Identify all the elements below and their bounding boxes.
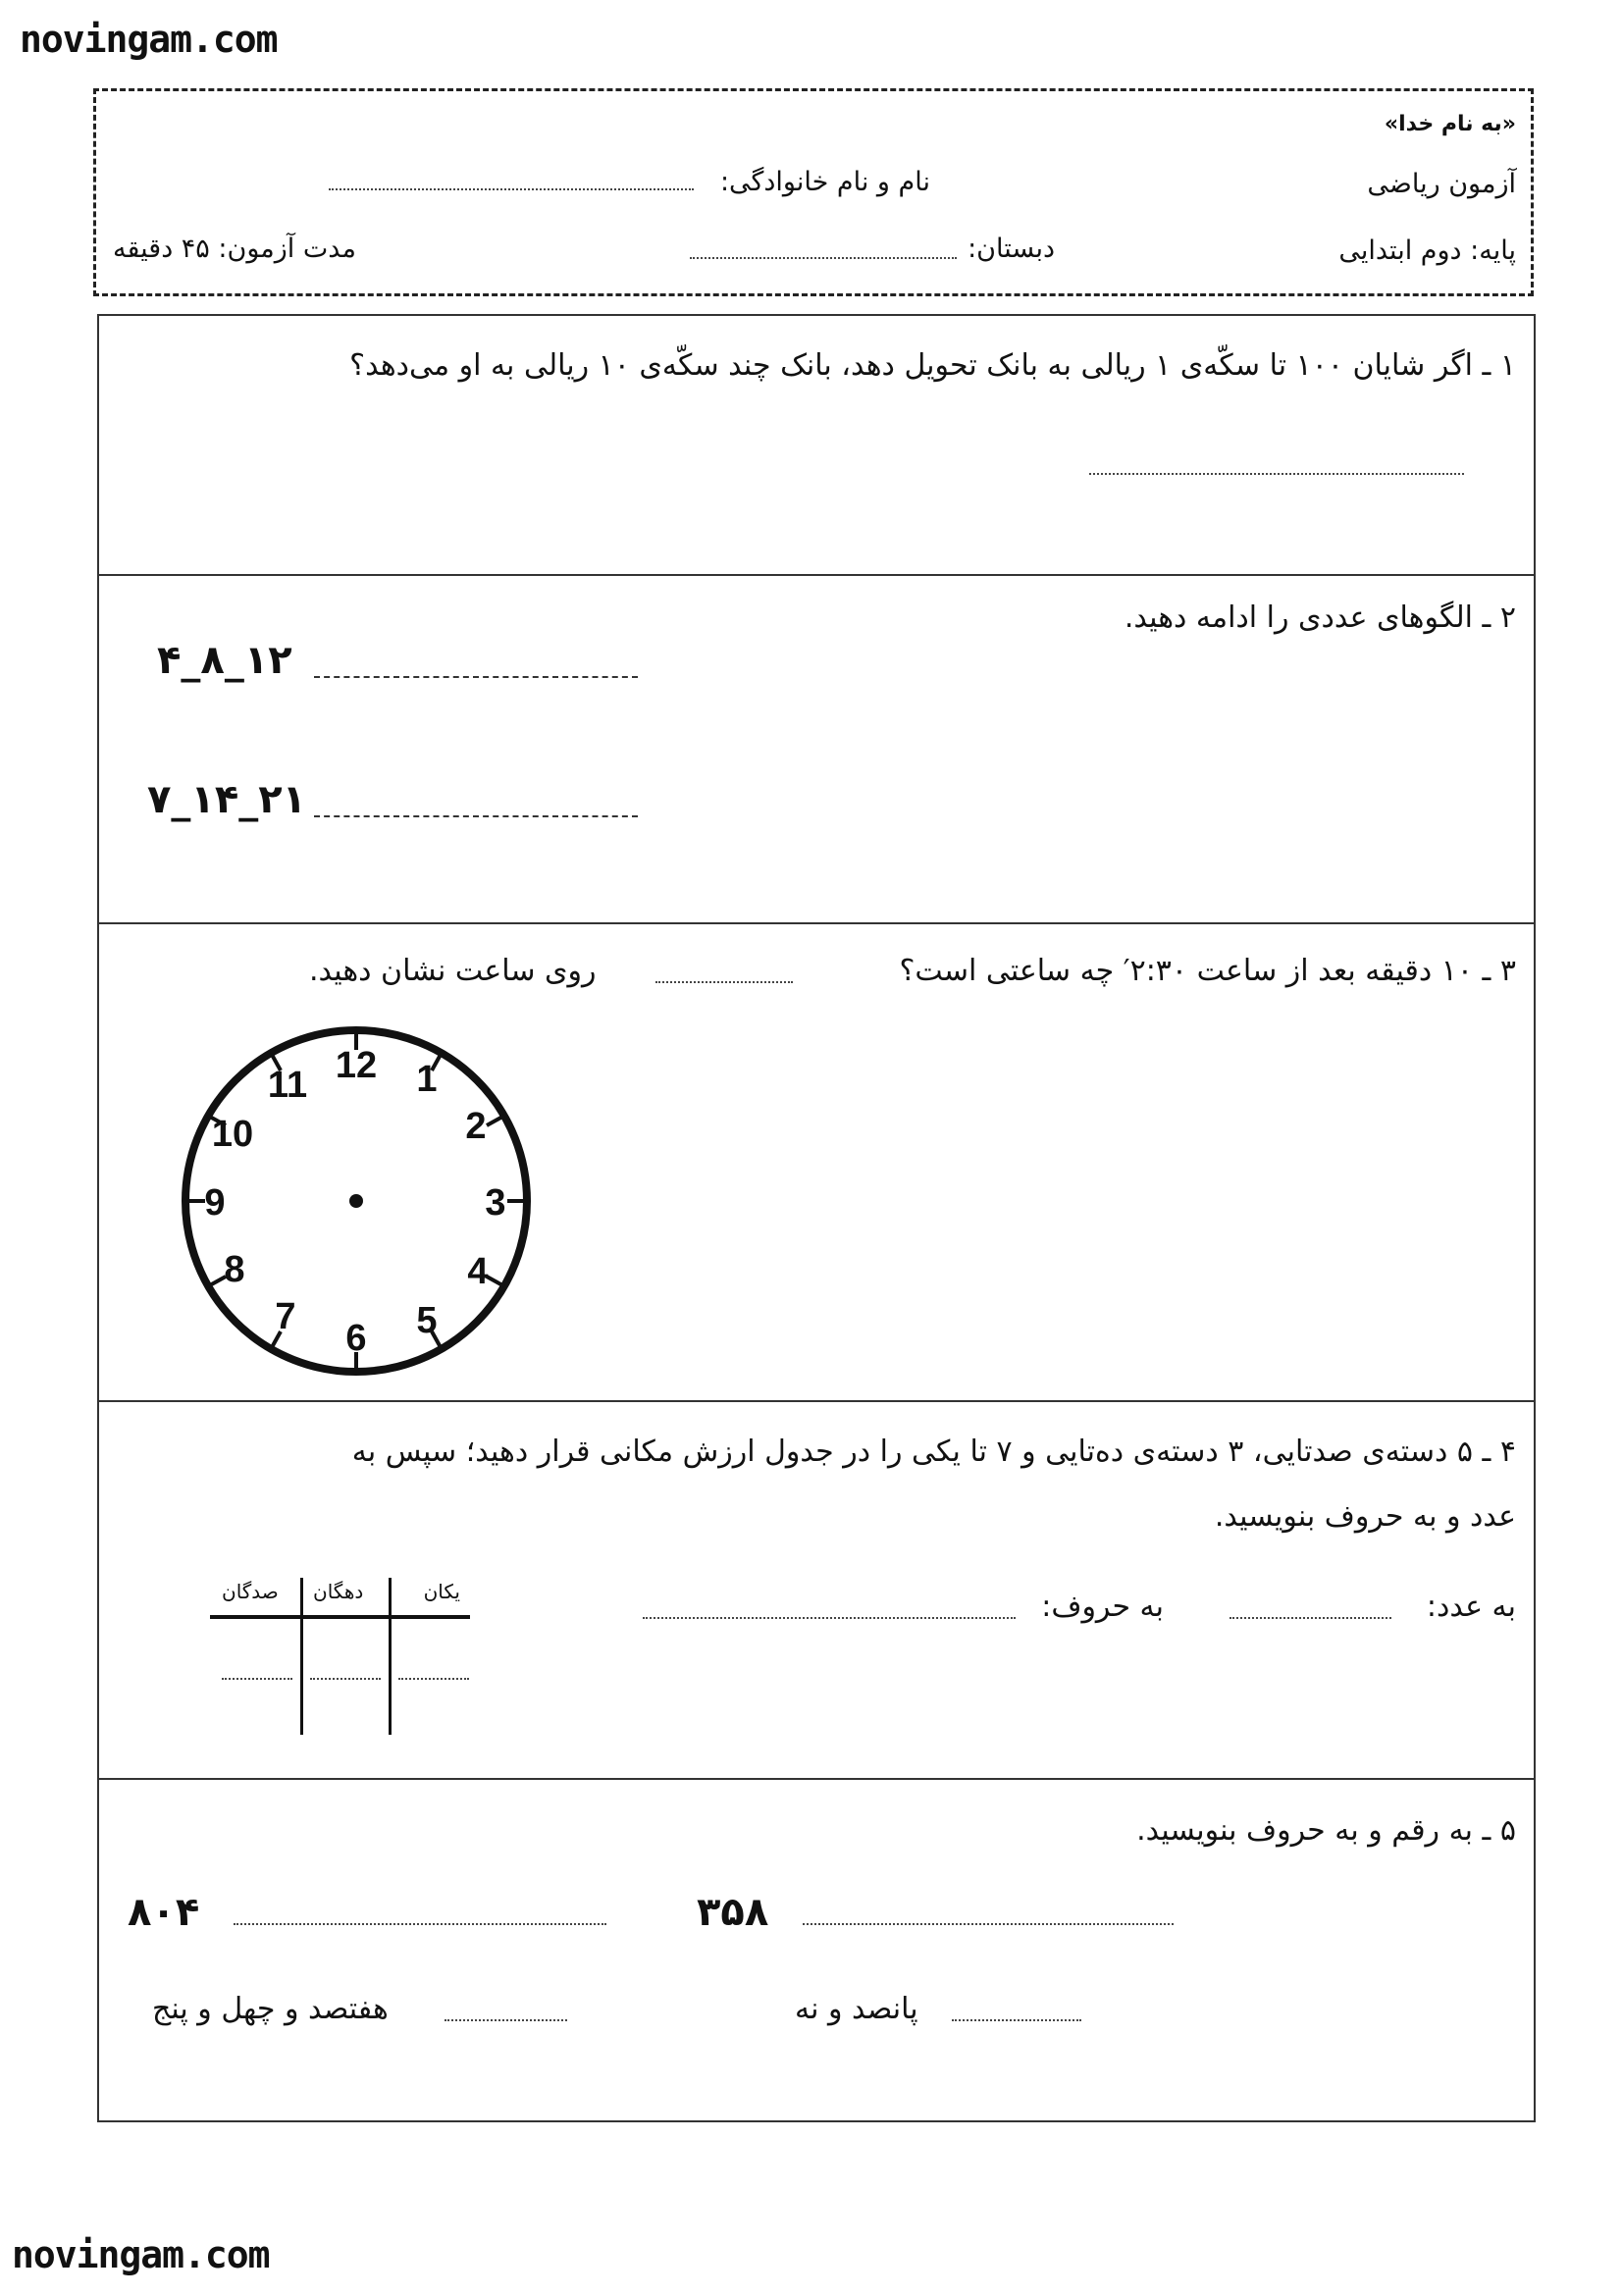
clock-num-2: 2 bbox=[465, 1106, 487, 1147]
pv-hundreds-field[interactable] bbox=[222, 1678, 292, 1680]
clock-num-8: 8 bbox=[224, 1249, 245, 1290]
sequence-2-start: ۷_۱۴_۲۱ bbox=[147, 777, 307, 822]
q4-words-field[interactable] bbox=[643, 1617, 1016, 1619]
bismillah: «به نام خدا» bbox=[1384, 112, 1516, 136]
sequence-1-start: ۴_۸_۱۲ bbox=[157, 638, 292, 683]
pv-tens-field[interactable] bbox=[310, 1678, 381, 1680]
clock-face[interactable] bbox=[172, 1022, 545, 1385]
q5-number-b: ۸۰۴ bbox=[128, 1890, 200, 1935]
clock-num-10: 10 bbox=[211, 1114, 254, 1155]
sequence-2-blanks[interactable] bbox=[314, 815, 638, 817]
clock-num-3: 3 bbox=[485, 1182, 506, 1224]
pv-col-hundreds: صدگان bbox=[222, 1580, 279, 1603]
q5-number-a-field[interactable] bbox=[803, 1923, 1174, 1925]
q5-word-a-field[interactable] bbox=[952, 2019, 1081, 2021]
school-field[interactable] bbox=[690, 257, 957, 259]
duration-label: مدت آزمون: ۴۵ دقیقه bbox=[113, 234, 356, 264]
pv-col-ones: یکان bbox=[423, 1580, 460, 1603]
sequence-1-blanks[interactable] bbox=[314, 676, 638, 678]
q5-word-a: پانصد و نه bbox=[795, 1992, 918, 2026]
question-3-text-b: روی ساعت نشان دهید. bbox=[309, 954, 597, 988]
q5-number-a: ۳۵۸ bbox=[697, 1890, 769, 1935]
pv-col-divider-1 bbox=[300, 1578, 303, 1735]
q2-sequence-2 bbox=[147, 777, 638, 826]
q1-answer-field[interactable] bbox=[1089, 473, 1464, 475]
question-1-text: ۱ ـ اگر شایان ۱۰۰ تا سکّه‌ی ۱ ریالی به بانک تحویل دهد، بانک چند سکّه‌ی ۱۰ ریالی به او می‌دهد؟ bbox=[349, 348, 1516, 383]
name-label: نام و نام خانوادگی: bbox=[719, 167, 930, 197]
divider-1 bbox=[97, 574, 1536, 576]
clock-num-11: 11 bbox=[267, 1065, 308, 1106]
question-2-text: ۲ ـ الگوهای عددی را ادامه دهید. bbox=[1124, 600, 1516, 635]
pv-header-line bbox=[210, 1615, 470, 1619]
q5-word-b: هفتصد و چهل و پنج bbox=[152, 1992, 389, 2026]
q4-words-label: به حروف: bbox=[1041, 1590, 1164, 1624]
pv-col-tens: دهگان bbox=[313, 1580, 364, 1603]
exam-title: آزمون ریاضی bbox=[1367, 169, 1516, 199]
question-5-text: ۵ ـ به رقم و به حروف بنویسید. bbox=[1136, 1813, 1516, 1848]
q3-answer-field[interactable] bbox=[655, 981, 793, 983]
school-label: دبستان: bbox=[968, 234, 1055, 264]
brand-bottom: novingam.com bbox=[12, 2233, 270, 2276]
q5-word-b-field[interactable] bbox=[445, 2019, 567, 2021]
pv-ones-field[interactable] bbox=[398, 1678, 469, 1680]
pv-col-divider-2 bbox=[389, 1578, 392, 1735]
divider-3 bbox=[97, 1400, 1536, 1402]
clock-num-12: 12 bbox=[335, 1045, 378, 1086]
q5-number-b-field[interactable] bbox=[234, 1923, 606, 1925]
clock-num-9: 9 bbox=[204, 1182, 226, 1224]
clock-center bbox=[349, 1194, 363, 1208]
question-3-text: ۳ ـ ۱۰ دقیقه بعد از ساعت ۲:۳۰′ چه ساعتی است؟ bbox=[899, 954, 1516, 988]
name-field[interactable] bbox=[329, 188, 694, 190]
clock-num-5: 5 bbox=[416, 1300, 438, 1341]
clock-num-4: 4 bbox=[467, 1251, 489, 1292]
question-4-line-2: عدد و به حروف بنویسید. bbox=[1214, 1499, 1516, 1534]
q2-sequence-1 bbox=[157, 638, 648, 687]
clock-num-7: 7 bbox=[275, 1296, 296, 1337]
question-4-line-1: ۴ ـ ۵ دسته‌ی صدتایی، ۳ دسته‌ی ده‌تایی و ۷ تا یکی را در جدول ارزش مکانی قرار دهید؛ سپس به bbox=[351, 1435, 1516, 1469]
clock-num-1: 1 bbox=[416, 1059, 438, 1100]
place-value-table bbox=[210, 1568, 470, 1735]
grade-label: پایه: دوم ابتدایی bbox=[1338, 235, 1516, 266]
q4-number-field[interactable] bbox=[1230, 1617, 1391, 1619]
clock-num-6: 6 bbox=[345, 1318, 367, 1359]
q4-number-label: به عدد: bbox=[1426, 1590, 1516, 1624]
divider-4 bbox=[97, 1778, 1536, 1780]
divider-2 bbox=[97, 922, 1536, 924]
brand-top: novingam.com bbox=[20, 18, 278, 61]
